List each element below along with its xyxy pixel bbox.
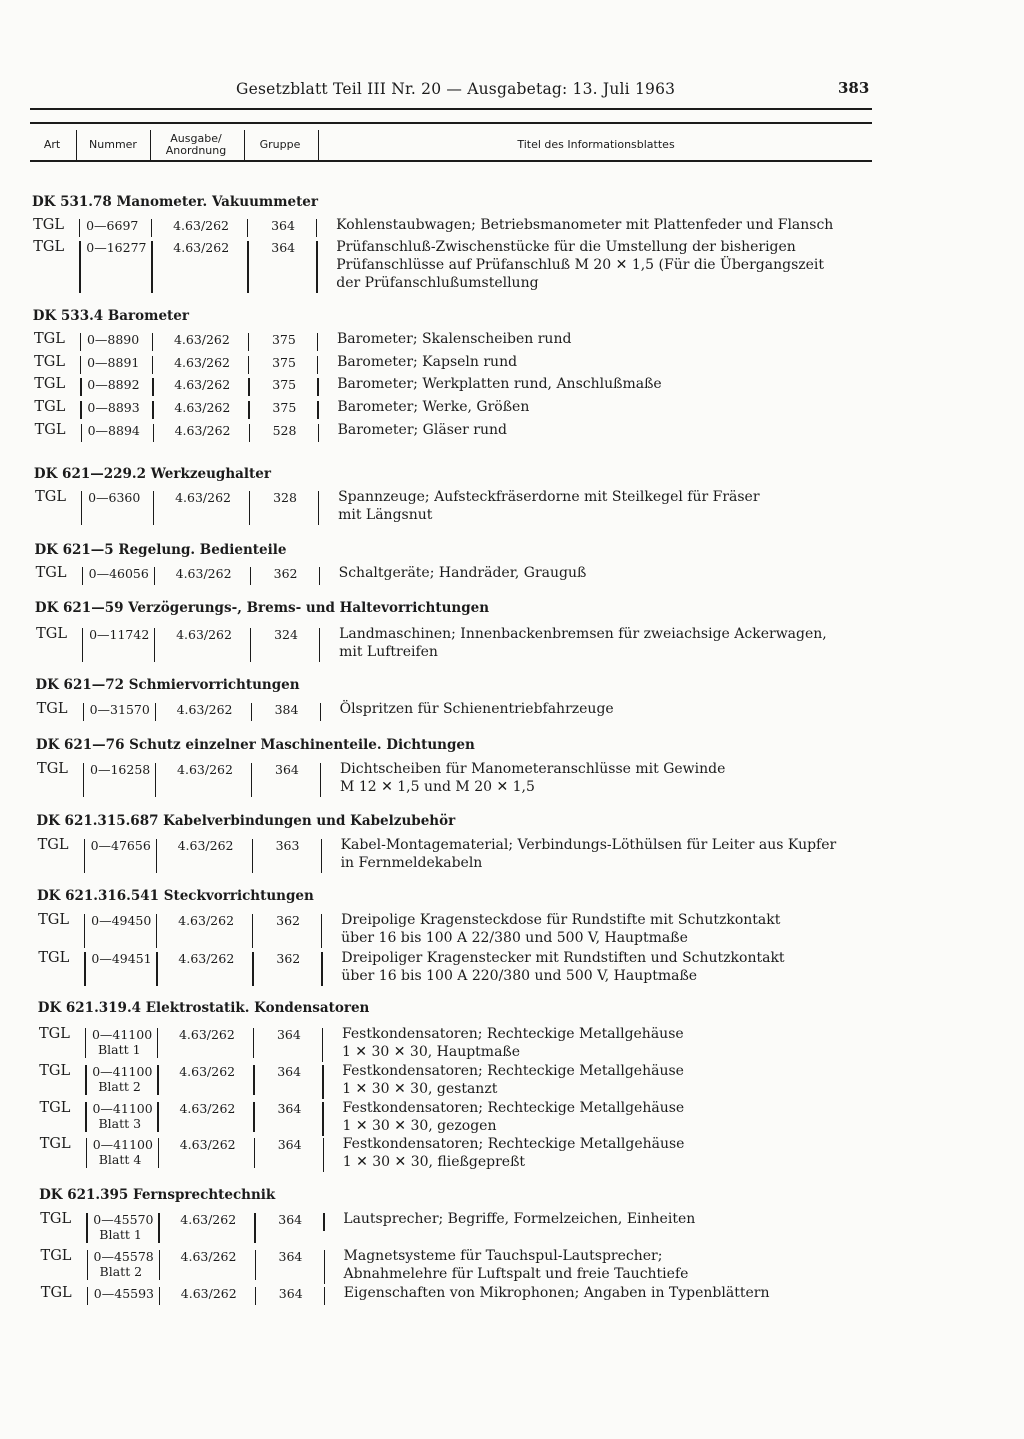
title-line: Prüfanschlüsse auf Prüfanschluß M 20 ✕ 1,5 (Für die Übergangszeit — [336, 257, 825, 273]
ausgabe-cell: 4.63/262 — [174, 400, 231, 415]
nummer-cell: 0—46056 — [88, 566, 149, 581]
column-rule — [154, 567, 155, 585]
table-row — [0, 239, 1024, 291]
column-rule — [155, 763, 156, 797]
table-header-bottom-rule — [30, 160, 872, 162]
column-rule — [152, 401, 153, 419]
column-rule — [253, 1065, 254, 1095]
column-rule — [157, 1102, 158, 1132]
art-cell: TGL — [40, 1285, 72, 1301]
art-cell: TGL — [39, 1100, 71, 1116]
art-cell: TGL — [34, 376, 66, 392]
title-cell — [338, 421, 507, 439]
table-row — [0, 837, 1024, 873]
ausgabe-cell: 4.63/262 — [173, 218, 230, 233]
column-rule — [158, 1213, 159, 1243]
table-row — [0, 701, 1024, 737]
art-cell: TGL — [38, 1026, 70, 1042]
column-rule — [153, 491, 154, 525]
title-cell — [337, 353, 517, 371]
title-line: Landmaschinen; Innenbackenbremsen für zweiachsige Ackerwagen, — [339, 626, 827, 642]
column-rule — [80, 333, 81, 351]
column-rule — [82, 567, 83, 585]
title-line: Dreipolige Kragensteckdose für Rundstifte mit Schutzkontakt — [341, 912, 781, 928]
nummer-cell: 0—16258 — [90, 762, 151, 777]
ausgabe-cell: 4.63/262 — [178, 1027, 235, 1042]
col-header-titel: Titel des Informationsblattes — [517, 138, 675, 151]
table-row — [0, 950, 1024, 986]
column-rule — [81, 491, 82, 525]
column-rule — [152, 333, 153, 351]
column-rule — [85, 1028, 86, 1058]
art-cell: TGL — [38, 912, 70, 928]
section-title: DK 621.316.541 Steckvorrichtungen — [36, 888, 314, 904]
title-line: Kohlenstaubwagen; Betriebsmanometer mit Plattenfeder und Flansch — [336, 217, 834, 233]
column-rule — [323, 1138, 324, 1172]
column-rule — [80, 378, 81, 396]
nummer-cell: 0—11742 — [89, 627, 150, 642]
title-cell — [336, 238, 824, 292]
title-cell — [343, 1210, 695, 1228]
column-rule — [85, 1065, 86, 1095]
column-rule — [250, 628, 251, 662]
art-cell: TGL — [34, 422, 66, 438]
gruppe-cell: 375 — [272, 377, 297, 392]
nummer-cell: 0—6697 — [86, 218, 139, 233]
column-rule — [318, 424, 319, 442]
column-rule — [159, 1250, 160, 1280]
art-cell: TGL — [34, 399, 66, 415]
column-rule — [151, 219, 152, 237]
header-rule — [30, 108, 872, 110]
art-cell: TGL — [37, 837, 69, 853]
page-number: 383 — [838, 79, 870, 97]
column-rule — [316, 219, 317, 237]
table-row — [0, 422, 1024, 458]
column-rule — [247, 241, 248, 293]
ausgabe-cell: 4.63/262 — [180, 1249, 237, 1264]
nummer-cell: 0—49450 — [91, 913, 152, 928]
title-cell — [337, 330, 572, 348]
blatt-cell: Blatt 3 — [98, 1116, 142, 1131]
nummer-cell: 0—41100 — [91, 1027, 153, 1042]
title-line: Kabel-Montagematerial; Verbindungs-Löthülsen für Leiter aus Kupfer — [340, 837, 837, 853]
table-row — [0, 1100, 1024, 1136]
column-rule — [79, 219, 80, 237]
title-line: Barometer; Skalenscheiben rund — [336, 331, 572, 347]
column-rule — [320, 763, 321, 797]
table-row — [0, 1211, 1024, 1247]
gruppe-cell: 384 — [274, 702, 299, 717]
gruppe-cell: 364 — [275, 762, 299, 777]
column-rule — [319, 628, 320, 662]
column-rule — [159, 1287, 160, 1305]
column-rule — [157, 1028, 158, 1058]
nummer-cell: 0—45570 — [93, 1212, 154, 1227]
table-row — [0, 1248, 1024, 1284]
column-rule — [317, 378, 318, 396]
title-line: Festkondensatoren; Rechteckige Metallgehäuse — [342, 1100, 685, 1116]
table-row — [0, 565, 1024, 601]
gruppe-cell: 375 — [272, 400, 297, 415]
title-cell — [342, 1099, 684, 1135]
column-rule — [324, 1250, 325, 1284]
gruppe-cell: 362 — [273, 566, 298, 581]
gruppe-cell: 364 — [277, 1101, 302, 1116]
nummer-cell: 0—8894 — [87, 423, 140, 438]
column-rule — [249, 491, 250, 525]
art-cell: TGL — [39, 1063, 71, 1079]
column-rule — [254, 1213, 255, 1243]
title-cell — [344, 1284, 770, 1302]
col-header-gruppe: Gruppe — [259, 138, 301, 151]
nummer-cell: 0—31570 — [89, 702, 150, 717]
column-rule — [152, 378, 153, 396]
title-cell — [337, 398, 529, 416]
title-line: M 12 ✕ 1,5 und M 20 ✕ 1,5 — [340, 779, 535, 795]
ausgabe-cell: 4.63/262 — [178, 951, 235, 966]
title-cell — [338, 488, 759, 524]
column-rule — [86, 1213, 87, 1243]
title-line: Festkondensatoren; Rechteckige Metallgehäuse — [342, 1063, 684, 1079]
art-cell: TGL — [33, 331, 65, 347]
column-rule — [87, 1250, 88, 1280]
title-cell — [342, 1062, 684, 1098]
column-rule — [251, 703, 252, 721]
title-line: Barometer; Gläser rund — [337, 422, 507, 438]
column-rule — [254, 1138, 255, 1168]
page-header: Gesetzblatt Teil III Nr. 20 — Ausgabetag: 13. Juli 1963 — [236, 80, 676, 98]
column-rule — [83, 703, 84, 721]
ausgabe-cell: 4.63/262 — [173, 332, 230, 347]
art-cell: TGL — [36, 701, 68, 717]
blatt-cell: Blatt 4 — [98, 1152, 142, 1167]
column-rule — [153, 424, 154, 442]
ausgabe-cell: 4.63/262 — [180, 1212, 237, 1227]
art-cell: TGL — [36, 626, 67, 642]
ausgabe-cell: 4.63/262 — [173, 240, 230, 255]
column-rule — [85, 1102, 86, 1132]
title-line: Magnetsysteme für Tauchspul-Lautsprecher; — [343, 1248, 663, 1264]
title-cell — [339, 564, 587, 582]
art-cell: TGL — [40, 1248, 72, 1264]
col-header-art: Art — [43, 138, 61, 151]
ausgabe-cell: 4.63/262 — [175, 566, 232, 581]
column-rule — [87, 1287, 88, 1305]
blatt-cell: Blatt 2 — [98, 1079, 141, 1094]
title-line: mit Längsnut — [338, 507, 433, 523]
title-line: Spannzeuge; Aufsteckfräserdorne mit Steilkegel für Fräser — [338, 489, 760, 505]
column-rule — [248, 356, 249, 374]
column-rule — [156, 952, 157, 986]
blatt-cell: Blatt 2 — [99, 1264, 143, 1279]
gruppe-cell: 364 — [278, 1249, 303, 1264]
art-cell: TGL — [37, 761, 68, 777]
title-line: Barometer; Kapseln rund — [337, 354, 518, 370]
column-rule — [322, 1028, 323, 1062]
title-line: Abnahmelehre für Luftspalt und freie Tauchtiefe — [343, 1266, 689, 1282]
column-rule — [323, 1213, 324, 1231]
gruppe-cell: 328 — [273, 490, 297, 505]
column-rule — [86, 1138, 87, 1168]
nummer-cell: 0—16277 — [86, 240, 147, 255]
section-title: DK 621.395 Fernsprechtechnik — [39, 1187, 276, 1203]
column-rule — [80, 356, 81, 374]
title-line: Lautsprecher; Begriffe, Formelzeichen, Einheiten — [343, 1211, 696, 1227]
col-header-divider — [318, 130, 319, 160]
table-header-top-rule — [30, 122, 872, 124]
col-header-divider — [150, 130, 151, 160]
ausgabe-cell: 4.63/262 — [176, 702, 233, 717]
column-rule — [83, 763, 84, 797]
section-title: DK 621.319.4 Elektrostatik. Kondensatoren — [37, 1000, 370, 1016]
column-rule — [79, 241, 80, 293]
column-rule — [252, 914, 253, 948]
ausgabe-cell: 4.63/262 — [179, 1101, 236, 1116]
gruppe-cell: 364 — [277, 1064, 302, 1079]
column-rule — [250, 567, 251, 585]
art-cell: TGL — [40, 1211, 72, 1227]
column-rule — [252, 952, 253, 986]
art-cell: TGL — [38, 950, 70, 966]
gruppe-cell: 364 — [278, 1286, 303, 1301]
gruppe-cell: 364 — [271, 240, 296, 255]
title-cell — [341, 949, 784, 985]
title-line: 1 ✕ 30 ✕ 30, Hauptmaße — [341, 1044, 521, 1060]
title-line: Eigenschaften von Mikrophonen; Angaben in Typenblättern — [343, 1285, 770, 1301]
title-line: der Prüfanschlußumstellung — [336, 275, 539, 291]
column-rule — [317, 356, 318, 374]
table-row — [0, 1063, 1024, 1099]
table-row — [0, 626, 1024, 662]
col-header-ausgabe: Ausgabe/ Anordnung — [165, 132, 227, 157]
blatt-cell: Blatt 1 — [97, 1042, 141, 1057]
title-line: über 16 bis 100 A 220/380 und 500 V, Hauptmaße — [341, 968, 698, 984]
blatt-cell: Blatt 1 — [99, 1227, 142, 1242]
column-rule — [317, 401, 318, 419]
title-line: Ölspritzen für Schienentriebfahrzeuge — [339, 701, 614, 717]
ausgabe-cell: 4.63/262 — [176, 627, 232, 642]
ausgabe-cell: 4.63/262 — [179, 1137, 236, 1152]
gruppe-cell: 324 — [274, 627, 298, 642]
nummer-cell: 0—8892 — [87, 377, 140, 392]
column-rule — [248, 378, 249, 396]
title-line: über 16 bis 100 A 22/380 und 500 V, Hauptmaße — [341, 930, 688, 946]
ausgabe-cell: 4.63/262 — [179, 1064, 236, 1079]
ausgabe-cell: 4.63/262 — [174, 355, 230, 370]
column-rule — [151, 241, 152, 293]
ausgabe-cell: 4.63/262 — [178, 913, 235, 928]
art-cell: TGL — [39, 1136, 71, 1152]
section-title: DK 621.315.687 Kabelverbindungen und Kabelzubehör — [36, 813, 456, 829]
column-rule — [247, 219, 248, 237]
column-rule — [248, 333, 249, 351]
column-rule — [319, 567, 320, 585]
ausgabe-cell: 4.63/262 — [180, 1286, 237, 1301]
title-line: mit Luftreifen — [339, 644, 438, 660]
table-row — [0, 1026, 1024, 1062]
column-rule — [321, 839, 322, 873]
col-header-divider — [244, 130, 245, 160]
column-rule — [156, 839, 157, 873]
title-line: 1 ✕ 30 ✕ 30, gestanzt — [342, 1081, 498, 1097]
title-line: Festkondensatoren; Rechteckige Metallgehäuse — [342, 1136, 685, 1152]
column-rule — [321, 914, 322, 948]
title-cell — [337, 375, 661, 393]
col-header-divider — [76, 130, 77, 160]
table-row — [0, 1136, 1024, 1172]
column-rule — [317, 333, 318, 351]
title-cell — [341, 836, 837, 872]
gruppe-cell: 375 — [271, 332, 296, 347]
gruppe-cell: 364 — [271, 218, 295, 233]
gruppe-cell: 364 — [276, 1027, 301, 1042]
column-rule — [157, 1065, 158, 1095]
column-rule — [81, 424, 82, 442]
section-title: DK 621—229.2 Werkzeughalter — [33, 466, 271, 482]
column-rule — [318, 491, 319, 525]
gruppe-cell: 362 — [276, 951, 301, 966]
column-rule — [249, 424, 250, 442]
column-rule — [84, 914, 85, 948]
ausgabe-cell: 4.63/262 — [174, 423, 231, 438]
title-line: Barometer; Werkplatten rund, Anschlußmaße — [337, 376, 662, 392]
table-row — [0, 489, 1024, 525]
art-cell: TGL — [34, 354, 65, 370]
gruppe-cell: 528 — [272, 423, 297, 438]
gruppe-cell: 363 — [275, 838, 300, 853]
title-line: Schaltgeräte; Handräder, Grauguß — [338, 565, 587, 581]
column-rule — [322, 1102, 323, 1136]
column-rule — [324, 1287, 325, 1305]
column-rule — [84, 839, 85, 873]
column-rule — [84, 952, 85, 986]
section-title: DK 533.4 Barometer — [32, 308, 189, 324]
column-rule — [253, 1102, 254, 1132]
title-line: in Fernmeldekabeln — [340, 855, 483, 871]
nummer-cell: 0—41100 — [92, 1064, 153, 1079]
title-cell — [340, 760, 725, 796]
ausgabe-cell: 4.63/262 — [177, 762, 233, 777]
column-rule — [80, 401, 81, 419]
column-rule — [321, 952, 322, 986]
column-rule — [253, 1028, 254, 1058]
title-cell — [336, 216, 833, 234]
title-line: Festkondensatoren; Rechteckige Metallgehäuse — [341, 1026, 684, 1042]
section-title: DK 621—76 Schutz einzelner Maschinenteile. Dichtungen — [35, 737, 475, 753]
nummer-cell: 0—45578 — [93, 1249, 154, 1264]
title-cell — [343, 1135, 685, 1171]
column-rule — [320, 703, 321, 721]
section-title: DK 621—72 Schmiervorrichtungen — [35, 677, 300, 693]
gruppe-cell: 364 — [277, 1137, 302, 1152]
column-rule — [152, 356, 153, 374]
column-rule — [252, 839, 253, 873]
nummer-cell: 0—49451 — [91, 951, 152, 966]
column-rule — [255, 1287, 256, 1305]
gruppe-cell: 362 — [276, 913, 300, 928]
nummer-cell: 0—8893 — [87, 400, 140, 415]
section-title: DK 621—59 Verzögerungs-, Brems- und Haltevorrichtungen — [34, 600, 490, 616]
nummer-cell: 0—47656 — [90, 838, 151, 853]
column-rule — [248, 401, 249, 419]
nummer-cell: 0—8890 — [86, 332, 140, 347]
col-header-nummer: Nummer — [89, 138, 137, 151]
table-row — [0, 1285, 1024, 1321]
title-line: Dichtscheiben für Manometeranschlüsse mit Gewinde — [340, 761, 726, 777]
art-cell: TGL — [33, 239, 65, 255]
title-line: 1 ✕ 30 ✕ 30, gezogen — [342, 1118, 497, 1134]
column-rule — [316, 241, 317, 293]
art-cell: TGL — [33, 217, 64, 233]
nummer-cell: 0—41100 — [92, 1137, 153, 1152]
art-cell: TGL — [35, 565, 67, 581]
column-rule — [322, 1065, 323, 1099]
column-rule — [155, 703, 156, 721]
title-line: Dreipoliger Kragenstecker mit Rundstiften und Schutzkontakt — [341, 950, 785, 966]
title-line: Barometer; Werke, Größen — [337, 399, 530, 415]
title-cell — [341, 911, 780, 947]
title-line: 1 ✕ 30 ✕ 30, fließgepreßt — [342, 1154, 526, 1170]
title-line: Prüfanschluß-Zwischenstücke für die Umstellung der bisherigen — [336, 239, 796, 255]
nummer-cell: 0—41100 — [92, 1101, 153, 1116]
ausgabe-cell: 4.63/262 — [177, 838, 234, 853]
nummer-cell: 0—8891 — [87, 355, 140, 370]
art-cell: TGL — [35, 489, 66, 505]
title-cell — [340, 700, 614, 718]
column-rule — [255, 1250, 256, 1280]
table-row — [0, 761, 1024, 797]
nummer-cell: 0—45593 — [93, 1286, 155, 1301]
title-cell — [344, 1247, 689, 1283]
section-title: DK 621—5 Regelung. Bedienteile — [34, 542, 287, 558]
title-cell — [342, 1025, 684, 1061]
column-rule — [156, 914, 157, 948]
gruppe-cell: 375 — [272, 355, 296, 370]
title-cell — [339, 625, 827, 661]
table-row — [0, 912, 1024, 948]
column-rule — [82, 628, 83, 662]
section-title: DK 531.78 Manometer. Vakuummeter — [31, 194, 319, 210]
column-rule — [154, 628, 155, 662]
column-rule — [158, 1138, 159, 1168]
gruppe-cell: 364 — [278, 1212, 303, 1227]
nummer-cell: 0—6360 — [88, 490, 141, 505]
ausgabe-cell: 4.63/262 — [174, 377, 231, 392]
ausgabe-cell: 4.63/262 — [175, 490, 231, 505]
column-rule — [251, 763, 252, 797]
